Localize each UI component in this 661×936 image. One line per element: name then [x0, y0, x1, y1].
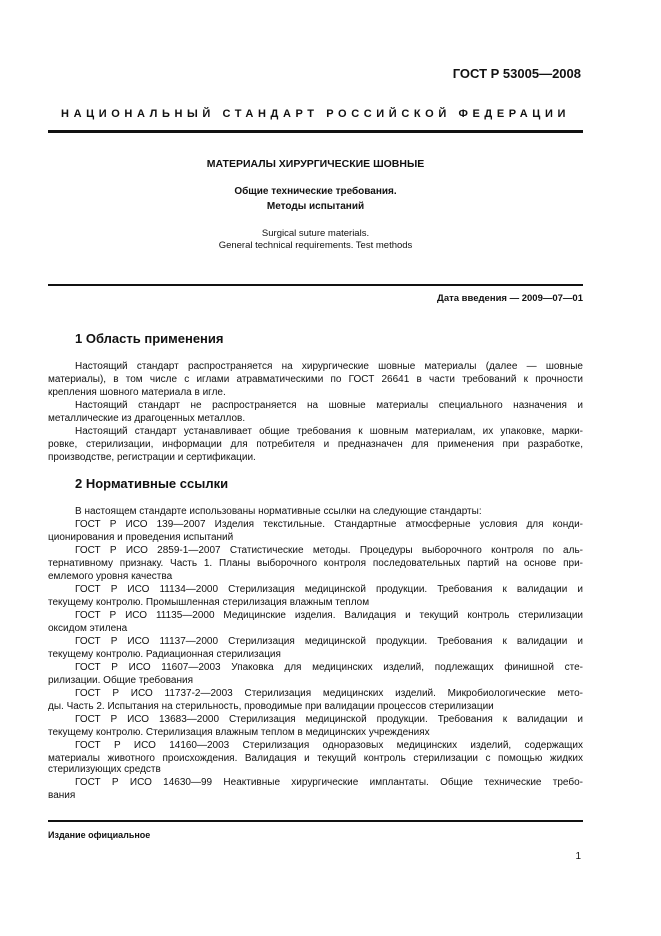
standard-code: ГОСТ Р 53005—2008 — [452, 66, 581, 81]
section-2-line: емлемого уровня качества — [48, 571, 173, 582]
english-title-2: General technical requirements. Test methods — [218, 240, 413, 251]
section-2-line: тернативному признаку. Часть 1. Планы выборочного контроля последовательных партий на основе при- — [48, 558, 583, 569]
effective-date: Дата введения — 2009—07—01 — [437, 293, 583, 304]
section-1-line: материалы), в том числе с иглами атравматическими по ГОСТ 26641 в части требований к прочности — [48, 374, 583, 385]
section-1-heading: 1 Область применения — [75, 331, 224, 346]
title-rule — [48, 284, 583, 286]
section-2-line: стерилизующих средств — [48, 764, 161, 775]
section-2-line: ГОСТ Р ИСО 14630—99 Неактивные хирургические имплантаты. Общие технические требо- — [75, 777, 583, 788]
section-2-line: текущему контролю. Стерилизация влажным теплом в медицинских учреждениях — [48, 727, 430, 738]
section-2-line: оксидом этилена — [48, 623, 128, 634]
official-edition-note: Издание официальное — [48, 830, 151, 840]
section-2-line: текущему контролю. Промышленная стерилизация влажным теплом — [48, 597, 370, 608]
section-1-line: металлические из драгоценных металлов. — [48, 413, 246, 424]
section-1-line: крепления шовного материала в игле. — [48, 387, 226, 398]
section-2-line: рилизации. Общие требования — [48, 675, 193, 686]
section-1-line: Настоящий стандарт распространяется на хирургические шовные материалы (далее — шовные — [75, 361, 583, 372]
document-subtitle-1: Общие технические требования. — [234, 186, 397, 197]
section-1-line: производстве, регистрации и сертификации. — [48, 452, 256, 463]
section-2-line: ГОСТ Р ИСО 11134—2000 Стерилизация медицинской продукции. Требования к валидации и — [75, 584, 583, 595]
document-title: МАТЕРИАЛЫ ХИРУРГИЧЕСКИЕ ШОВНЫЕ — [206, 158, 425, 170]
section-2-line: ционирования и проведения испытаний — [48, 532, 234, 543]
section-2-line: ГОСТ Р ИСО 139—2007 Изделия текстильные. Стандартные атмосферные условия для конди- — [75, 519, 583, 530]
section-2-line: В настоящем стандарте использованы нормативные ссылки на следующие стандарты: — [75, 506, 482, 517]
section-2-line: ГОСТ Р ИСО 13683—2000 Стерилизация медицинской продукции. Требования к валидации и — [75, 714, 583, 725]
header-rule — [48, 130, 583, 133]
section-1-line: Настоящий стандарт не распространяется на шовные материалы специального назначения и — [75, 400, 583, 411]
footer-rule — [48, 820, 583, 822]
national-standard-banner: НАЦИОНАЛЬНЫЙ СТАНДАРТ РОССИЙСКОЙ ФЕДЕРАЦИИ — [61, 108, 570, 120]
section-2-heading: 2 Нормативные ссылки — [75, 476, 229, 491]
section-2-line: текущему контролю. Радиационная стерилизация — [48, 649, 281, 660]
section-2-line: ГОСТ Р ИСО 2859-1—2007 Статистические методы. Процедуры выборочного контроля по аль- — [75, 545, 583, 556]
section-2-line: ГОСТ Р ИСО 11137—2000 Стерилизация медицинской продукции. Требования к валидации и — [75, 636, 583, 647]
document-subtitle-2: Методы испытаний — [266, 201, 365, 212]
section-1-line: ровке, стерилизации, информации для потребителя и предназначен для применения при разработке, — [48, 439, 583, 450]
english-title-1: Surgical suture materials. — [261, 228, 370, 239]
section-2-line: материалы животного происхождения. Валидация и текущий контроль стерилизации с помощью жидких — [48, 753, 583, 764]
section-2-line: ды. Часть 2. Испытания на стерильность, проводимые при валидации процессов стерилизации — [48, 701, 494, 712]
section-1-line: Настоящий стандарт устанавливает общие требования к шовным материалам, их упаковке, марки- — [75, 426, 583, 437]
section-2-line: ГОСТ Р ИСО 14160—2003 Стерилизация одноразовых медицинских изделий, содержащих — [75, 740, 583, 751]
section-2-line: вания — [48, 790, 76, 801]
section-2-line: ГОСТ Р ИСО 11607—2003 Упаковка для медицинских изделий, подлежащих финишной сте- — [75, 662, 583, 673]
section-2-line: ГОСТ Р ИСО 11135—2000 Медицинские изделия. Валидация и текущий контроль стерилизации — [75, 610, 583, 621]
section-2-line: ГОСТ Р ИСО 11737-2—2003 Стерилизация медицинских изделий. Микробиологические мето- — [75, 688, 583, 699]
page-number: 1 — [575, 851, 581, 862]
